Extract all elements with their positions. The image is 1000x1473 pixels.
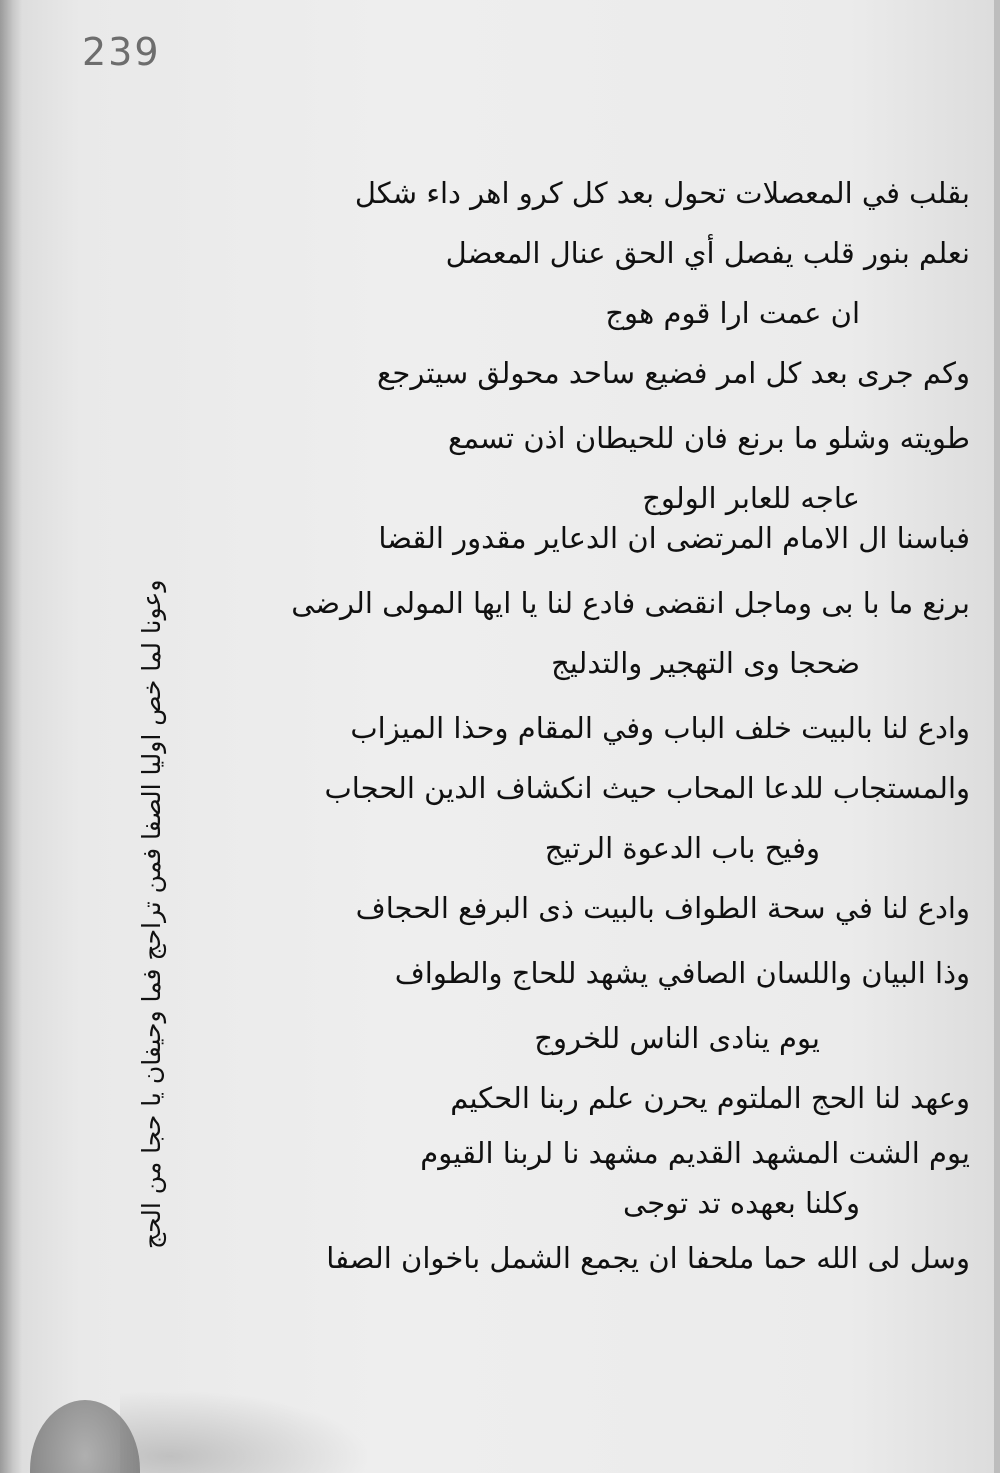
binding-gutter (0, 0, 22, 1473)
text-line: بقلب في المعصلات تحول بعد كل كرو اهر داء شكل (354, 176, 970, 210)
text-line: طويته وشلو ما برنع فان للحيطان اذن تسمع (447, 421, 970, 455)
text-line: نعلم بنور قلب يفصل أي الحق عنال المعضل (445, 236, 970, 270)
text-line: وعهد لنا الحج الملتوم يحرن علم ربنا الحكيم (450, 1081, 970, 1115)
page-stain (120, 1390, 370, 1473)
main-text-block (270, 165, 970, 1305)
text-line: يوم ينادى الناس للخروج (534, 1021, 820, 1055)
text-line: وفيح باب الدعوة الرتيج (544, 831, 820, 865)
text-line: وسل لى الله حما ملحفا ان يجمع الشمل باخوان الصفا (326, 1241, 970, 1275)
text-line: والمستجاب للدعا المحاب حيث انكشاف الدين الحجاب (324, 771, 970, 805)
text-line: وذا البيان واللسان الصافي يشهد للحاج والطواف (394, 956, 970, 990)
text-line: ان عمت ارا قوم هوج (605, 296, 860, 330)
text-line: يوم الشت المشهد القديم مشهد نا لربنا القيوم (420, 1136, 970, 1170)
text-line: وادع لنا في سحة الطواف بالبيت ذى البرفع الحجاف (355, 891, 970, 925)
text-line: برنع ما با بى وماجل انقضى فادع لنا يا ايها المولى الرضى (291, 586, 970, 620)
text-line: عاجه للعابر الولوج (642, 481, 860, 515)
text-line: فباسنا ال الامام المرتضى ان الدعاير مقدور القضا (378, 521, 970, 555)
text-line: وكلنا بعهده تد توجى (623, 1186, 860, 1220)
text-line: ضحجا وى التهجير والتدليج (551, 646, 860, 680)
margin-note: وعونا لما خص اوليا الصفا فمن تراحج فما وحيفان يا حجا من الحج (137, 580, 166, 1250)
text-line: وادع لنا بالبيت خلف الباب وفي المقام وحذا الميزاب (350, 711, 970, 745)
page-edge (994, 0, 1000, 1473)
text-line: وكم جرى بعد كل امر فضيع ساحد محولق سيترجع (376, 356, 970, 390)
folio-number: 239 (82, 30, 161, 74)
